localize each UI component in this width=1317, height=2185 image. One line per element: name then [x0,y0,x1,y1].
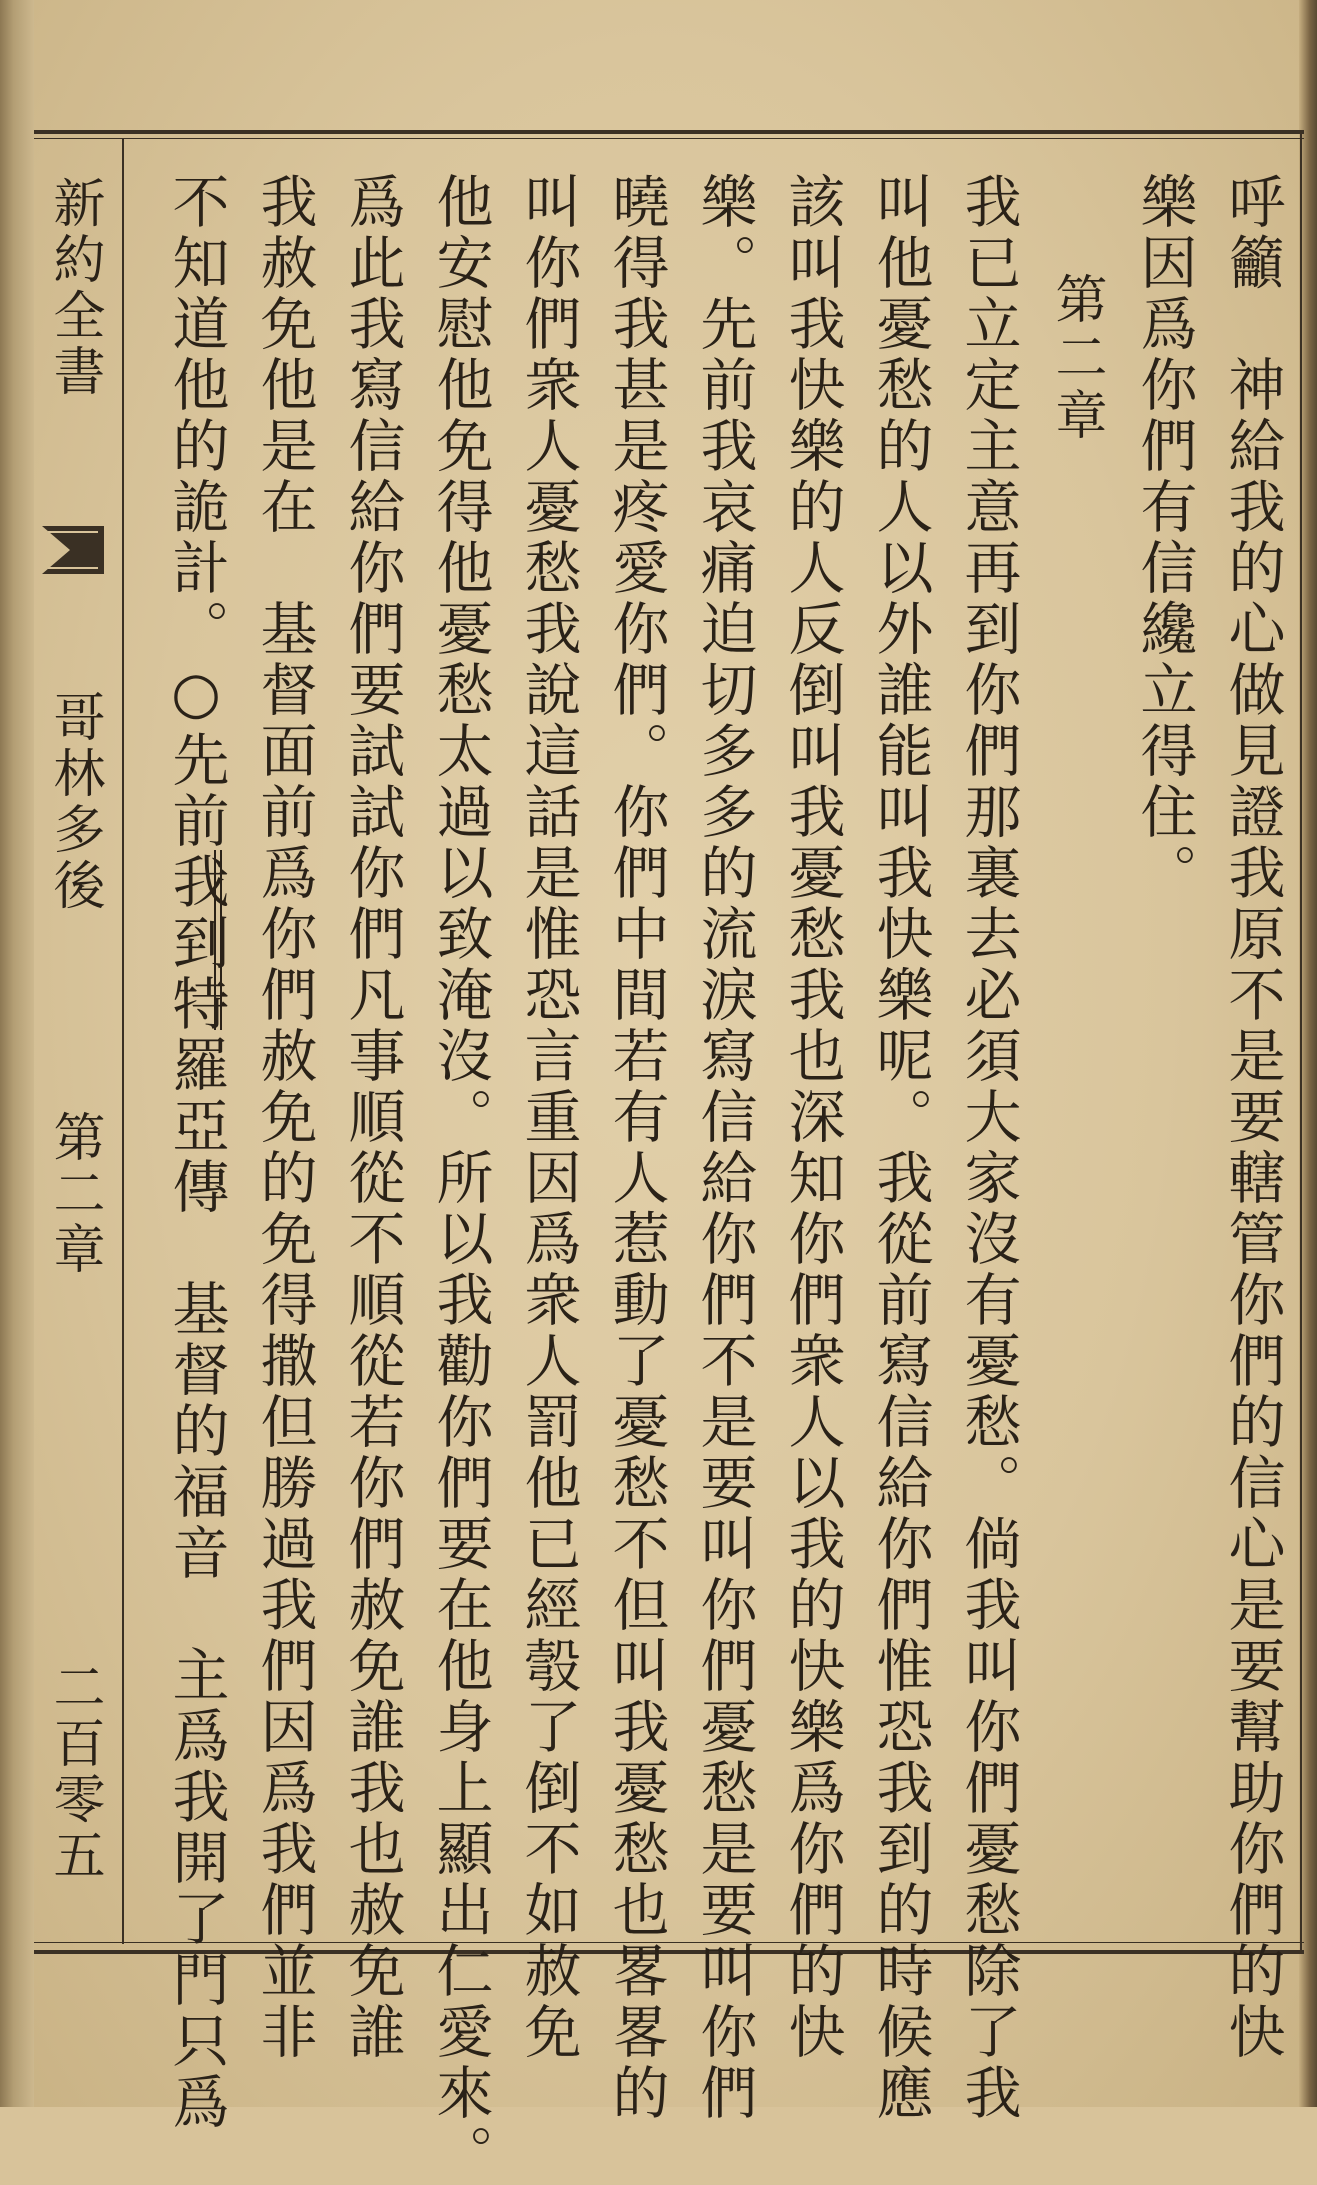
proper-name-marker [214,850,216,1030]
text-column: 叫你們衆人憂愁我說這話是惟恐言重因爲衆人罰他已經彀了倒不如赦免 [515,172,581,2063]
text-column: 呼籲 神給我的心做見證我原不是要轄管你們的信心是要幫助你們的快 [1219,172,1285,2063]
text-column: 該叫我快樂的人反倒叫我憂愁我也深知你們衆人以我的快樂爲你們的快 [779,172,845,2063]
frame-right-rule [1300,130,1302,1954]
page-number: 二百零五 [44,1660,104,1884]
chapter-label: 第二章 [44,1110,104,1278]
fishtail-ornament-icon [40,520,106,580]
text-column: 我赦免他是在 基督面前爲你們赦免的免得撒但勝過我們因爲我們並非 [251,172,317,2063]
frame-top-rule [34,130,1304,134]
text-column: 爲此我寫信給你們要試試你們凡事順從不順從若你們赦免誰我也赦免誰 [339,172,405,2063]
proper-name-marker [220,850,222,1030]
book-name: 哥林多後 [44,690,104,914]
text-column: 樂。先前我哀痛迫切多多的流淚寫信給你們不是要叫你們憂愁是要叫你們 [691,172,757,2124]
text-column: 樂因爲你們有信纔立得住。 [1131,172,1197,904]
text-column: 我已立定主意再到你們那裏去必須大家沒有憂愁。倘我叫你們憂愁除了我 [955,172,1021,2124]
text-column: 曉得我甚是疼愛你們。你們中間若有人惹動了憂愁不但叫我憂愁也畧畧的 [603,172,669,2124]
chapter-heading: 第二章 [1046,272,1106,446]
text-column: 不知道他的詭計。○先前我到特羅亞傳 基督的福音 主爲我開了門只爲 [163,172,229,2133]
book-title: 新約全書 [44,176,104,400]
text-column: 他安慰他免得他憂愁太過以致淹沒。所以我勸你們要在他身上顯出仁愛來。 [427,172,493,2185]
text-column: 叫他憂愁的人以外誰能叫我快樂呢。我從前寫信給你們惟恐我到的時候應 [867,172,933,2124]
book-spine [0,0,34,2107]
margin-divider-rule [122,138,124,1944]
frame-top-rule-inner [34,138,1304,139]
